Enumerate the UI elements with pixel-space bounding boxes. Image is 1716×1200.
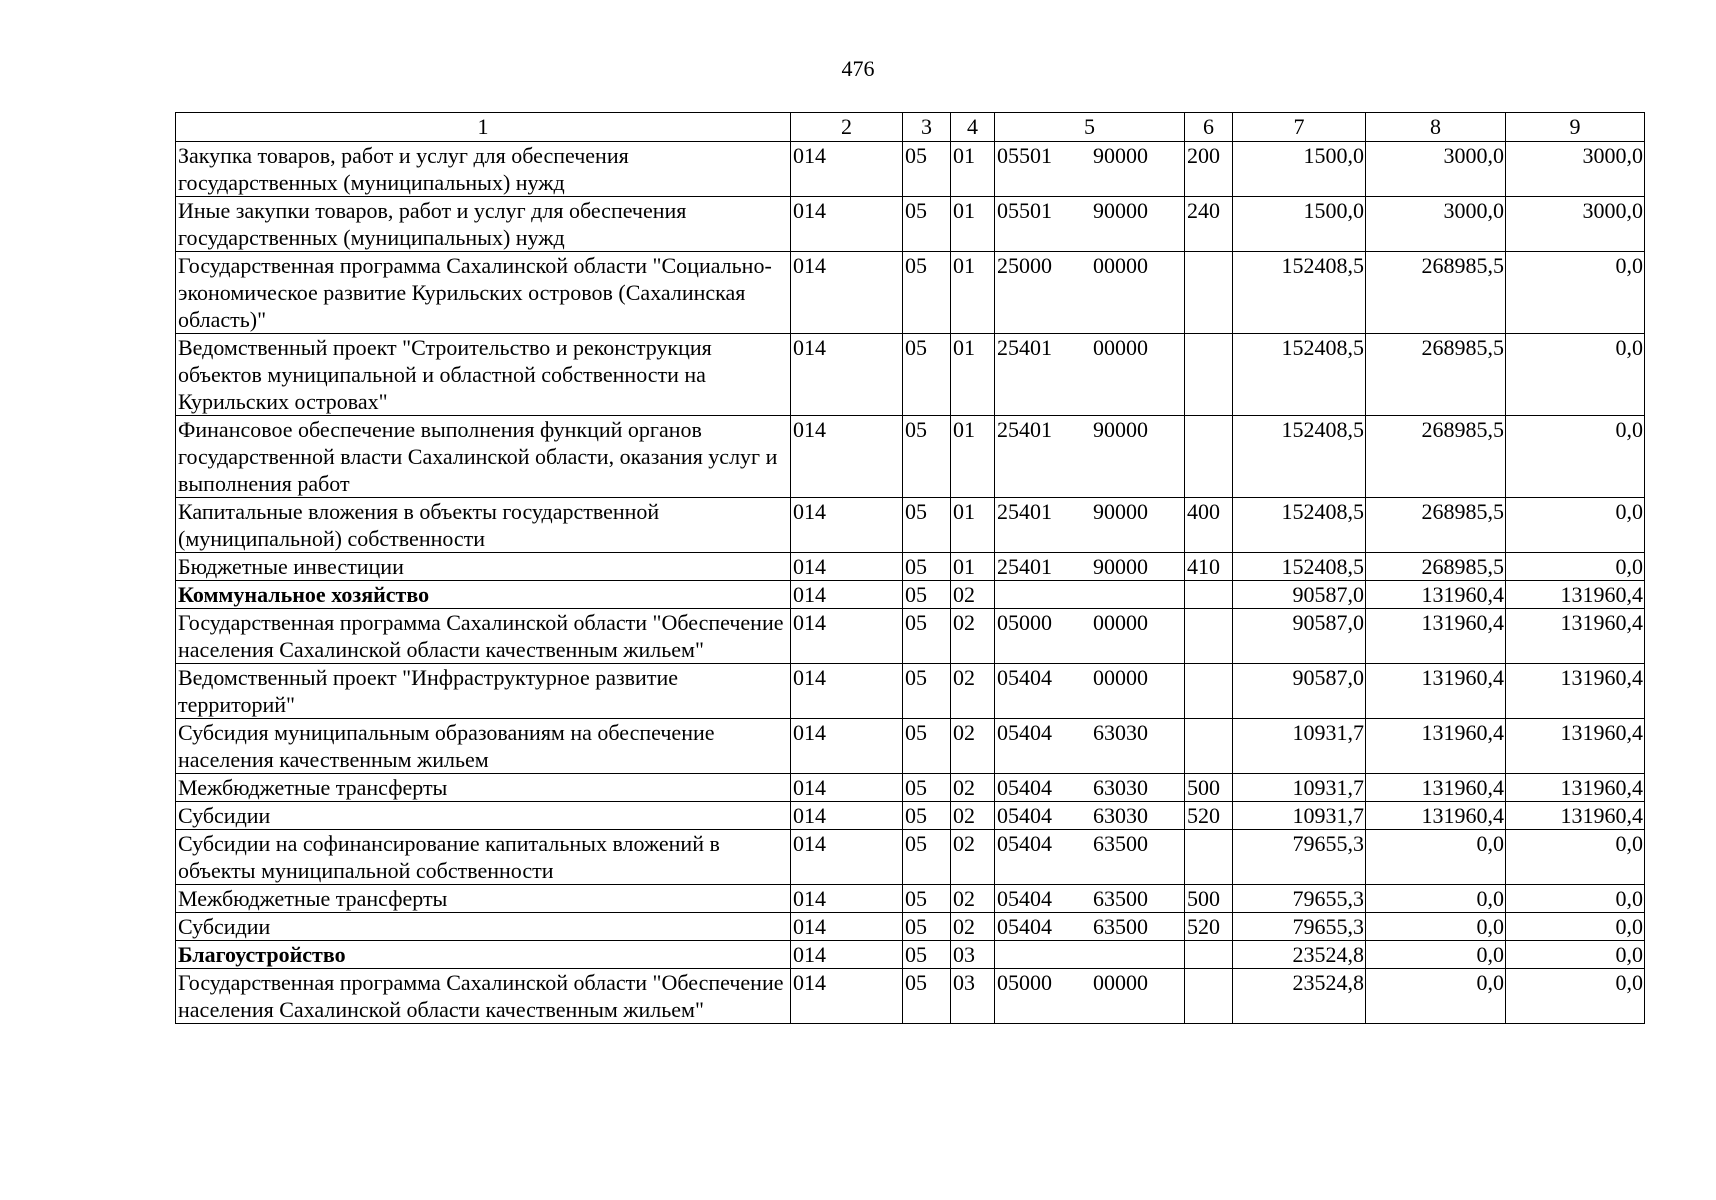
section-code-cell: 05 bbox=[903, 416, 951, 498]
target-article-program: 05000 bbox=[997, 970, 1052, 995]
table-row bbox=[176, 498, 1645, 553]
target-article-direction: 00000 bbox=[1093, 970, 1148, 995]
section-code-cell: 05 bbox=[903, 197, 951, 252]
ministry-code-cell: 014 bbox=[791, 719, 903, 774]
amount-col-9-cell: 0,0 bbox=[1506, 334, 1645, 416]
target-article-cell bbox=[995, 664, 1185, 719]
expense-type-cell: 200 bbox=[1185, 142, 1233, 197]
amount-col-9-cell: 0,0 bbox=[1506, 252, 1645, 334]
ministry-code-cell: 014 bbox=[791, 830, 903, 885]
amount-col-9-cell: 0,0 bbox=[1506, 941, 1645, 969]
amount-col-9-cell: 131960,4 bbox=[1506, 664, 1645, 719]
target-article-cell bbox=[995, 774, 1185, 802]
amount-col-9-cell: 131960,4 bbox=[1506, 581, 1645, 609]
subsection-code-cell: 01 bbox=[951, 197, 995, 252]
ministry-code-cell: 014 bbox=[791, 885, 903, 913]
table-row bbox=[176, 885, 1645, 913]
ministry-code-cell: 014 bbox=[791, 553, 903, 581]
ministry-code-cell: 014 bbox=[791, 334, 903, 416]
ministry-code-cell: 014 bbox=[791, 609, 903, 664]
table-row bbox=[176, 252, 1645, 334]
ministry-code-cell: 014 bbox=[791, 664, 903, 719]
section-code-cell: 05 bbox=[903, 941, 951, 969]
ministry-code-cell: 014 bbox=[791, 252, 903, 334]
expense-type-cell: 240 bbox=[1185, 197, 1233, 252]
amount-col-7-cell: 10931,7 bbox=[1233, 719, 1366, 774]
expense-type-cell: 520 bbox=[1185, 913, 1233, 941]
ministry-code-cell: 014 bbox=[791, 142, 903, 197]
amount-col-7-cell: 79655,3 bbox=[1233, 830, 1366, 885]
amount-col-9-cell: 131960,4 bbox=[1506, 802, 1645, 830]
row-name-cell: Благоустройство bbox=[176, 941, 791, 969]
amount-col-9-cell: 3000,0 bbox=[1506, 142, 1645, 197]
target-article-program: 05404 bbox=[997, 886, 1052, 911]
ministry-code-cell: 014 bbox=[791, 802, 903, 830]
row-name-cell: Субсидии bbox=[176, 802, 791, 830]
row-name-cell: Государственная программа Сахалинской области "Обеспечение населения Сахалинской области качественным жильем" bbox=[176, 969, 791, 1024]
table-row bbox=[176, 142, 1645, 197]
ministry-code-cell: 014 bbox=[791, 774, 903, 802]
subsection-code-cell: 02 bbox=[951, 802, 995, 830]
amount-col-8-cell: 268985,5 bbox=[1366, 498, 1506, 553]
expense-type-cell: 500 bbox=[1185, 885, 1233, 913]
amount-col-8-cell: 0,0 bbox=[1366, 913, 1506, 941]
expense-type-cell bbox=[1185, 664, 1233, 719]
target-article-program: 25000 bbox=[997, 253, 1052, 278]
section-code-cell: 05 bbox=[903, 913, 951, 941]
row-name-cell: Субсидия муниципальным образованиям на обеспечение населения качественным жильем bbox=[176, 719, 791, 774]
target-article-cell bbox=[995, 941, 1185, 969]
subsection-code-cell: 02 bbox=[951, 664, 995, 719]
row-name-cell: Субсидии bbox=[176, 913, 791, 941]
target-article-direction: 90000 bbox=[1093, 143, 1148, 168]
table-row bbox=[176, 553, 1645, 581]
section-code-cell: 05 bbox=[903, 553, 951, 581]
row-name-cell: Ведомственный проект "Строительство и реконструкция объектов муниципальной и областной собственности на Курильских островах" bbox=[176, 334, 791, 416]
target-article-direction: 63030 bbox=[1093, 803, 1148, 828]
amount-col-9-cell: 0,0 bbox=[1506, 416, 1645, 498]
table-row bbox=[176, 969, 1645, 1024]
expense-type-cell bbox=[1185, 969, 1233, 1024]
row-name-cell: Финансовое обеспечение выполнения функций органов государственной власти Сахалинской области, оказания услуг и выполнения работ bbox=[176, 416, 791, 498]
header-col-3: 3 bbox=[903, 113, 951, 142]
amount-col-8-cell: 268985,5 bbox=[1366, 553, 1506, 581]
row-name-cell: Межбюджетные трансферты bbox=[176, 885, 791, 913]
table-row bbox=[176, 830, 1645, 885]
section-code-cell: 05 bbox=[903, 581, 951, 609]
section-code-cell: 05 bbox=[903, 802, 951, 830]
amount-col-8-cell: 131960,4 bbox=[1366, 802, 1506, 830]
subsection-code-cell: 01 bbox=[951, 334, 995, 416]
amount-col-7-cell: 23524,8 bbox=[1233, 969, 1366, 1024]
subsection-code-cell: 02 bbox=[951, 609, 995, 664]
table-row bbox=[176, 664, 1645, 719]
subsection-code-cell: 02 bbox=[951, 830, 995, 885]
target-article-program: 25401 bbox=[997, 499, 1052, 524]
amount-col-9-cell: 0,0 bbox=[1506, 498, 1645, 553]
amount-col-9-cell: 3000,0 bbox=[1506, 197, 1645, 252]
target-article-direction: 63500 bbox=[1093, 831, 1148, 856]
amount-col-7-cell: 1500,0 bbox=[1233, 142, 1366, 197]
subsection-code-cell: 02 bbox=[951, 719, 995, 774]
target-article-direction: 90000 bbox=[1093, 554, 1148, 579]
amount-col-8-cell: 131960,4 bbox=[1366, 774, 1506, 802]
subsection-code-cell: 01 bbox=[951, 142, 995, 197]
subsection-code-cell: 02 bbox=[951, 581, 995, 609]
amount-col-7-cell: 152408,5 bbox=[1233, 416, 1366, 498]
amount-col-7-cell: 1500,0 bbox=[1233, 197, 1366, 252]
amount-col-7-cell: 152408,5 bbox=[1233, 498, 1366, 553]
target-article-direction: 63500 bbox=[1093, 886, 1148, 911]
header-col-5: 5 bbox=[995, 113, 1185, 142]
target-article-cell bbox=[995, 334, 1185, 416]
expense-type-cell bbox=[1185, 334, 1233, 416]
target-article-direction: 63030 bbox=[1093, 720, 1148, 745]
subsection-code-cell: 01 bbox=[951, 553, 995, 581]
expense-type-cell: 400 bbox=[1185, 498, 1233, 553]
target-article-direction: 63030 bbox=[1093, 775, 1148, 800]
target-article-direction: 00000 bbox=[1093, 335, 1148, 360]
target-article-program: 25401 bbox=[997, 554, 1052, 579]
amount-col-9-cell: 0,0 bbox=[1506, 830, 1645, 885]
expense-type-cell bbox=[1185, 609, 1233, 664]
subsection-code-cell: 03 bbox=[951, 941, 995, 969]
table-row bbox=[176, 719, 1645, 774]
amount-col-8-cell: 3000,0 bbox=[1366, 197, 1506, 252]
header-col-4: 4 bbox=[951, 113, 995, 142]
header-col-2: 2 bbox=[791, 113, 903, 142]
amount-col-8-cell: 268985,5 bbox=[1366, 334, 1506, 416]
ministry-code-cell: 014 bbox=[791, 498, 903, 553]
amount-col-7-cell: 79655,3 bbox=[1233, 913, 1366, 941]
row-name-cell: Государственная программа Сахалинской области "Социально-экономическое развитие Курильских островов (Сахалинская область)" bbox=[176, 252, 791, 334]
table-row bbox=[176, 416, 1645, 498]
expense-type-cell bbox=[1185, 252, 1233, 334]
target-article-direction: 90000 bbox=[1093, 198, 1148, 223]
amount-col-7-cell: 152408,5 bbox=[1233, 252, 1366, 334]
target-article-program: 05404 bbox=[997, 803, 1052, 828]
subsection-code-cell: 01 bbox=[951, 252, 995, 334]
amount-col-9-cell: 0,0 bbox=[1506, 885, 1645, 913]
subsection-code-cell: 03 bbox=[951, 969, 995, 1024]
amount-col-7-cell: 10931,7 bbox=[1233, 774, 1366, 802]
target-article-cell bbox=[995, 913, 1185, 941]
row-name-cell: Бюджетные инвестиции bbox=[176, 553, 791, 581]
amount-col-9-cell: 131960,4 bbox=[1506, 719, 1645, 774]
expense-type-cell: 500 bbox=[1185, 774, 1233, 802]
table-body bbox=[176, 142, 1645, 1024]
header-col-8: 8 bbox=[1366, 113, 1506, 142]
target-article-cell bbox=[995, 719, 1185, 774]
table-row bbox=[176, 609, 1645, 664]
target-article-program: 05404 bbox=[997, 665, 1052, 690]
target-article-cell bbox=[995, 252, 1185, 334]
amount-col-9-cell: 0,0 bbox=[1506, 913, 1645, 941]
header-col-9: 9 bbox=[1506, 113, 1645, 142]
table-row bbox=[176, 334, 1645, 416]
target-article-cell bbox=[995, 830, 1185, 885]
header-row bbox=[176, 113, 1645, 142]
header-col-1: 1 bbox=[176, 113, 791, 142]
amount-col-7-cell: 90587,0 bbox=[1233, 581, 1366, 609]
amount-col-7-cell: 10931,7 bbox=[1233, 802, 1366, 830]
section-code-cell: 05 bbox=[903, 969, 951, 1024]
amount-col-8-cell: 131960,4 bbox=[1366, 609, 1506, 664]
amount-col-9-cell: 0,0 bbox=[1506, 969, 1645, 1024]
target-article-program: 25401 bbox=[997, 417, 1052, 442]
amount-col-7-cell: 79655,3 bbox=[1233, 885, 1366, 913]
subsection-code-cell: 02 bbox=[951, 774, 995, 802]
table-row bbox=[176, 941, 1645, 969]
ministry-code-cell: 014 bbox=[791, 913, 903, 941]
amount-col-8-cell: 0,0 bbox=[1366, 969, 1506, 1024]
target-article-direction: 90000 bbox=[1093, 499, 1148, 524]
subsection-code-cell: 02 bbox=[951, 913, 995, 941]
target-article-cell bbox=[995, 553, 1185, 581]
ministry-code-cell: 014 bbox=[791, 969, 903, 1024]
target-article-program: 05404 bbox=[997, 775, 1052, 800]
target-article-program: 25401 bbox=[997, 335, 1052, 360]
section-code-cell: 05 bbox=[903, 498, 951, 553]
target-article-cell bbox=[995, 142, 1185, 197]
row-name-cell: Ведомственный проект "Инфраструктурное развитие территорий" bbox=[176, 664, 791, 719]
target-article-program: 05000 bbox=[997, 610, 1052, 635]
target-article-cell bbox=[995, 802, 1185, 830]
target-article-program: 05501 bbox=[997, 198, 1052, 223]
page-number: 476 bbox=[841, 56, 875, 81]
section-code-cell: 05 bbox=[903, 142, 951, 197]
table-row bbox=[176, 802, 1645, 830]
target-article-program: 05404 bbox=[997, 720, 1052, 745]
target-article-program: 05404 bbox=[997, 914, 1052, 939]
row-name-cell: Субсидии на софинансирование капитальных вложений в объекты муниципальной собственности bbox=[176, 830, 791, 885]
expense-type-cell bbox=[1185, 719, 1233, 774]
amount-col-7-cell: 90587,0 bbox=[1233, 664, 1366, 719]
target-article-cell bbox=[995, 416, 1185, 498]
ministry-code-cell: 014 bbox=[791, 416, 903, 498]
target-article-cell bbox=[995, 581, 1185, 609]
section-code-cell: 05 bbox=[903, 334, 951, 416]
target-article-cell bbox=[995, 609, 1185, 664]
expense-type-cell bbox=[1185, 941, 1233, 969]
amount-col-7-cell: 152408,5 bbox=[1233, 553, 1366, 581]
amount-col-9-cell: 131960,4 bbox=[1506, 774, 1645, 802]
amount-col-8-cell: 131960,4 bbox=[1366, 719, 1506, 774]
target-article-cell bbox=[995, 197, 1185, 252]
amount-col-9-cell: 0,0 bbox=[1506, 553, 1645, 581]
section-code-cell: 05 bbox=[903, 774, 951, 802]
amount-col-7-cell: 152408,5 bbox=[1233, 334, 1366, 416]
target-article-cell bbox=[995, 969, 1185, 1024]
amount-col-9-cell: 131960,4 bbox=[1506, 609, 1645, 664]
row-name-cell: Иные закупки товаров, работ и услуг для обеспечения государственных (муниципальных) нужд bbox=[176, 197, 791, 252]
row-name-cell: Коммунальное хозяйство bbox=[176, 581, 791, 609]
section-code-cell: 05 bbox=[903, 252, 951, 334]
table-row bbox=[176, 581, 1645, 609]
amount-col-8-cell: 3000,0 bbox=[1366, 142, 1506, 197]
header-col-6: 6 bbox=[1185, 113, 1233, 142]
budget-table bbox=[175, 112, 1645, 1024]
ministry-code-cell: 014 bbox=[791, 197, 903, 252]
table-row bbox=[176, 774, 1645, 802]
amount-col-8-cell: 268985,5 bbox=[1366, 252, 1506, 334]
amount-col-7-cell: 90587,0 bbox=[1233, 609, 1366, 664]
section-code-cell: 05 bbox=[903, 719, 951, 774]
amount-col-8-cell: 131960,4 bbox=[1366, 664, 1506, 719]
amount-col-8-cell: 0,0 bbox=[1366, 941, 1506, 969]
amount-col-7-cell: 23524,8 bbox=[1233, 941, 1366, 969]
section-code-cell: 05 bbox=[903, 885, 951, 913]
section-code-cell: 05 bbox=[903, 609, 951, 664]
target-article-direction: 00000 bbox=[1093, 253, 1148, 278]
expense-type-cell bbox=[1185, 416, 1233, 498]
target-article-cell bbox=[995, 498, 1185, 553]
row-name-cell: Межбюджетные трансферты bbox=[176, 774, 791, 802]
section-code-cell: 05 bbox=[903, 664, 951, 719]
expense-type-cell bbox=[1185, 830, 1233, 885]
expense-type-cell: 410 bbox=[1185, 553, 1233, 581]
table-row bbox=[176, 197, 1645, 252]
row-name-cell: Закупка товаров, работ и услуг для обеспечения государственных (муниципальных) нужд bbox=[176, 142, 791, 197]
target-article-direction: 00000 bbox=[1093, 610, 1148, 635]
amount-col-8-cell: 0,0 bbox=[1366, 830, 1506, 885]
expense-type-cell: 520 bbox=[1185, 802, 1233, 830]
amount-col-8-cell: 0,0 bbox=[1366, 885, 1506, 913]
row-name-cell: Капитальные вложения в объекты государственной (муниципальной) собственности bbox=[176, 498, 791, 553]
subsection-code-cell: 01 bbox=[951, 498, 995, 553]
ministry-code-cell: 014 bbox=[791, 941, 903, 969]
section-code-cell: 05 bbox=[903, 830, 951, 885]
target-article-program: 05404 bbox=[997, 831, 1052, 856]
target-article-direction: 00000 bbox=[1093, 665, 1148, 690]
table-row bbox=[176, 913, 1645, 941]
amount-col-8-cell: 268985,5 bbox=[1366, 416, 1506, 498]
target-article-cell bbox=[995, 885, 1185, 913]
amount-col-8-cell: 131960,4 bbox=[1366, 581, 1506, 609]
ministry-code-cell: 014 bbox=[791, 581, 903, 609]
target-article-direction: 90000 bbox=[1093, 417, 1148, 442]
target-article-direction: 63500 bbox=[1093, 914, 1148, 939]
expense-type-cell bbox=[1185, 581, 1233, 609]
target-article-program: 05501 bbox=[997, 143, 1052, 168]
header-col-7: 7 bbox=[1233, 113, 1366, 142]
subsection-code-cell: 02 bbox=[951, 885, 995, 913]
row-name-cell: Государственная программа Сахалинской области "Обеспечение населения Сахалинской области качественным жильем" bbox=[176, 609, 791, 664]
subsection-code-cell: 01 bbox=[951, 416, 995, 498]
